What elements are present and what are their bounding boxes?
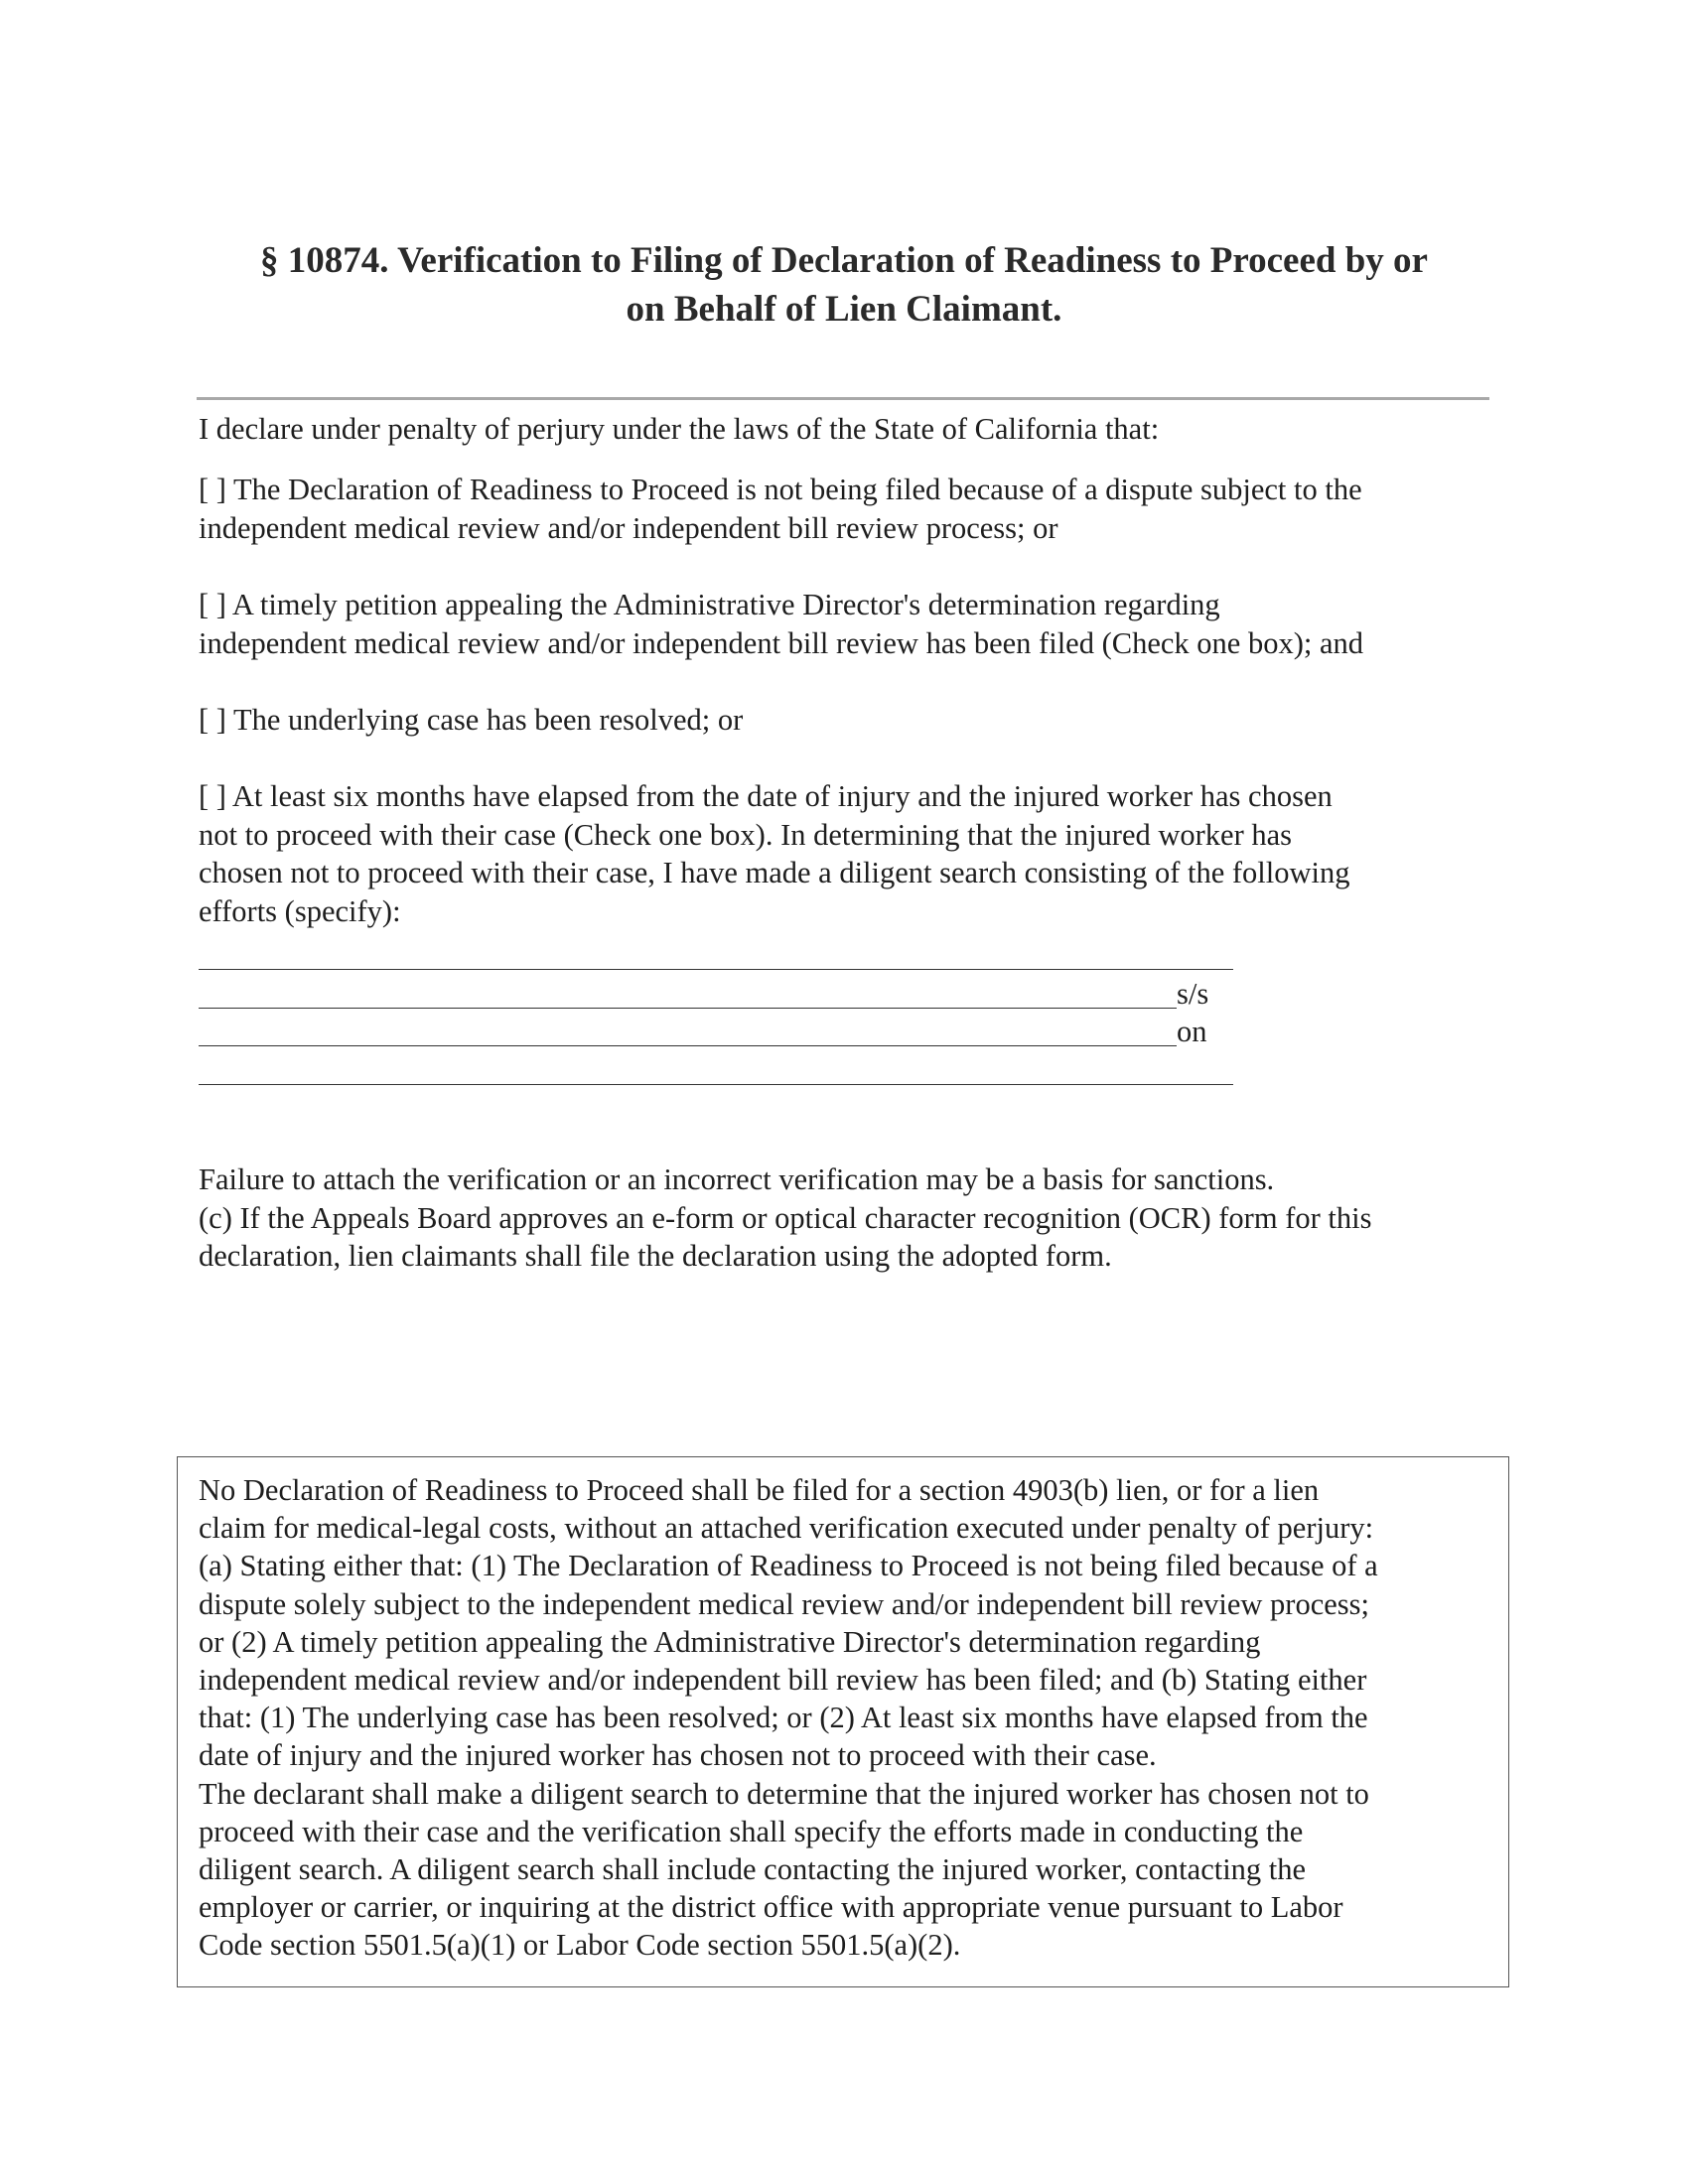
- checkbox-item-six-months[interactable]: [199, 777, 1519, 930]
- sanctions-note: [199, 1160, 1519, 1276]
- regulation-line: (a) Stating either that: (1) The Declaration of Readiness to Proceed is not being filed because of a: [199, 1549, 1378, 1583]
- regulation-line: The declarant shall make a diligent search to determine that the injured worker has chosen not to: [199, 1776, 1369, 1811]
- checkbox-item-text-line: independent medical review and/or independent bill review has been filed (Check one box); and: [199, 625, 1363, 660]
- signature-line[interactable]: [199, 1008, 1177, 1009]
- regulation-line: date of injury and the injured worker has chosen not to proceed with their case.: [199, 1738, 1157, 1773]
- regulation-line: Code section 5501.5(a)(1) or Labor Code section 5501.5(a)(2).: [199, 1928, 961, 1963]
- regulation-text: [199, 1471, 1378, 1965]
- checkbox-item-timely-petition[interactable]: [199, 586, 1519, 662]
- regulation-line: claim for medical-legal costs, without an attached verification executed under penalty of perjury:: [199, 1511, 1374, 1546]
- regulation-line: independent medical review and/or independent bill review has been filed; and (b) Stating either: [199, 1663, 1367, 1698]
- checkbox-item-text-line: efforts (specify):: [199, 893, 401, 928]
- regulation-line: employer or carrier, or inquiring at the district office with appropriate venue pursuant to Labor: [199, 1890, 1343, 1925]
- checkbox-item-case-resolved[interactable]: [199, 701, 1519, 740]
- page-title-line-1: § 10874. Verification to Filing of Declaration of Readiness to Proceed by or: [260, 240, 1428, 281]
- location-line[interactable]: [199, 1084, 1233, 1085]
- checkbox-item-text-line: not to proceed with their case (Check one box). In determining that the injured worker has: [199, 817, 1293, 852]
- checkbox-item-text-line: [ ] A timely petition appealing the Administrative Director's determination regarding: [199, 588, 1220, 621]
- regulation-line: No Declaration of Readiness to Proceed shall be filed for a section 4903(b) lien, or for a lien: [199, 1473, 1320, 1507]
- title-divider: [197, 397, 1489, 400]
- checkbox-item-text-line: [ ] The Declaration of Readiness to Proceed is not being filed because of a dispute subject to the: [199, 473, 1362, 506]
- signature-label: s/s: [1177, 977, 1209, 1011]
- regulation-line: proceed with their case and the verification shall specify the efforts made in conducting the: [199, 1814, 1304, 1848]
- checkbox-item-text-line: [ ] At least six months have elapsed from the date of injury and the injured worker has chosen: [199, 779, 1333, 813]
- checkbox-item-text-line: chosen not to proceed with their case, I have made a diligent search consisting of the following: [199, 856, 1350, 889]
- regulation-line: that: (1) The underlying case has been resolved; or (2) At least six months have elapsed from the: [199, 1701, 1368, 1735]
- note-line: (c) If the Appeals Board approves an e-form or optical character recognition (OCR) form for this: [199, 1200, 1372, 1235]
- note-line: declaration, lien claimants shall file the declaration using the adopted form.: [199, 1239, 1112, 1273]
- date-line[interactable]: [199, 1045, 1177, 1046]
- note-line: Failure to attach the verification or an incorrect verification may be a basis for sanctions.: [199, 1162, 1275, 1196]
- checkbox-item-text-line: independent medical review and/or independent bill review process; or: [199, 510, 1058, 545]
- page-title-line-2: on Behalf of Lien Claimant.: [626, 289, 1062, 330]
- checkbox-item-imr-dispute[interactable]: [199, 471, 1519, 547]
- checkbox-item-text-line: [ ] The underlying case has been resolved; or: [199, 703, 744, 737]
- date-label: on: [1177, 1015, 1207, 1048]
- declaration-intro: [199, 410, 1519, 449]
- page-title: [149, 236, 1539, 334]
- declaration-intro-text: I declare under penalty of perjury under the laws of the State of California that:: [199, 412, 1160, 446]
- efforts-line[interactable]: [199, 969, 1233, 970]
- regulation-line: dispute solely subject to the independent medical review and/or independent bill review process;: [199, 1586, 1369, 1621]
- regulation-line: diligent search. A diligent search shall include contacting the injured worker, contacting the: [199, 1852, 1307, 1887]
- regulation-line: or (2) A timely petition appealing the Administrative Director's determination regarding: [199, 1624, 1261, 1659]
